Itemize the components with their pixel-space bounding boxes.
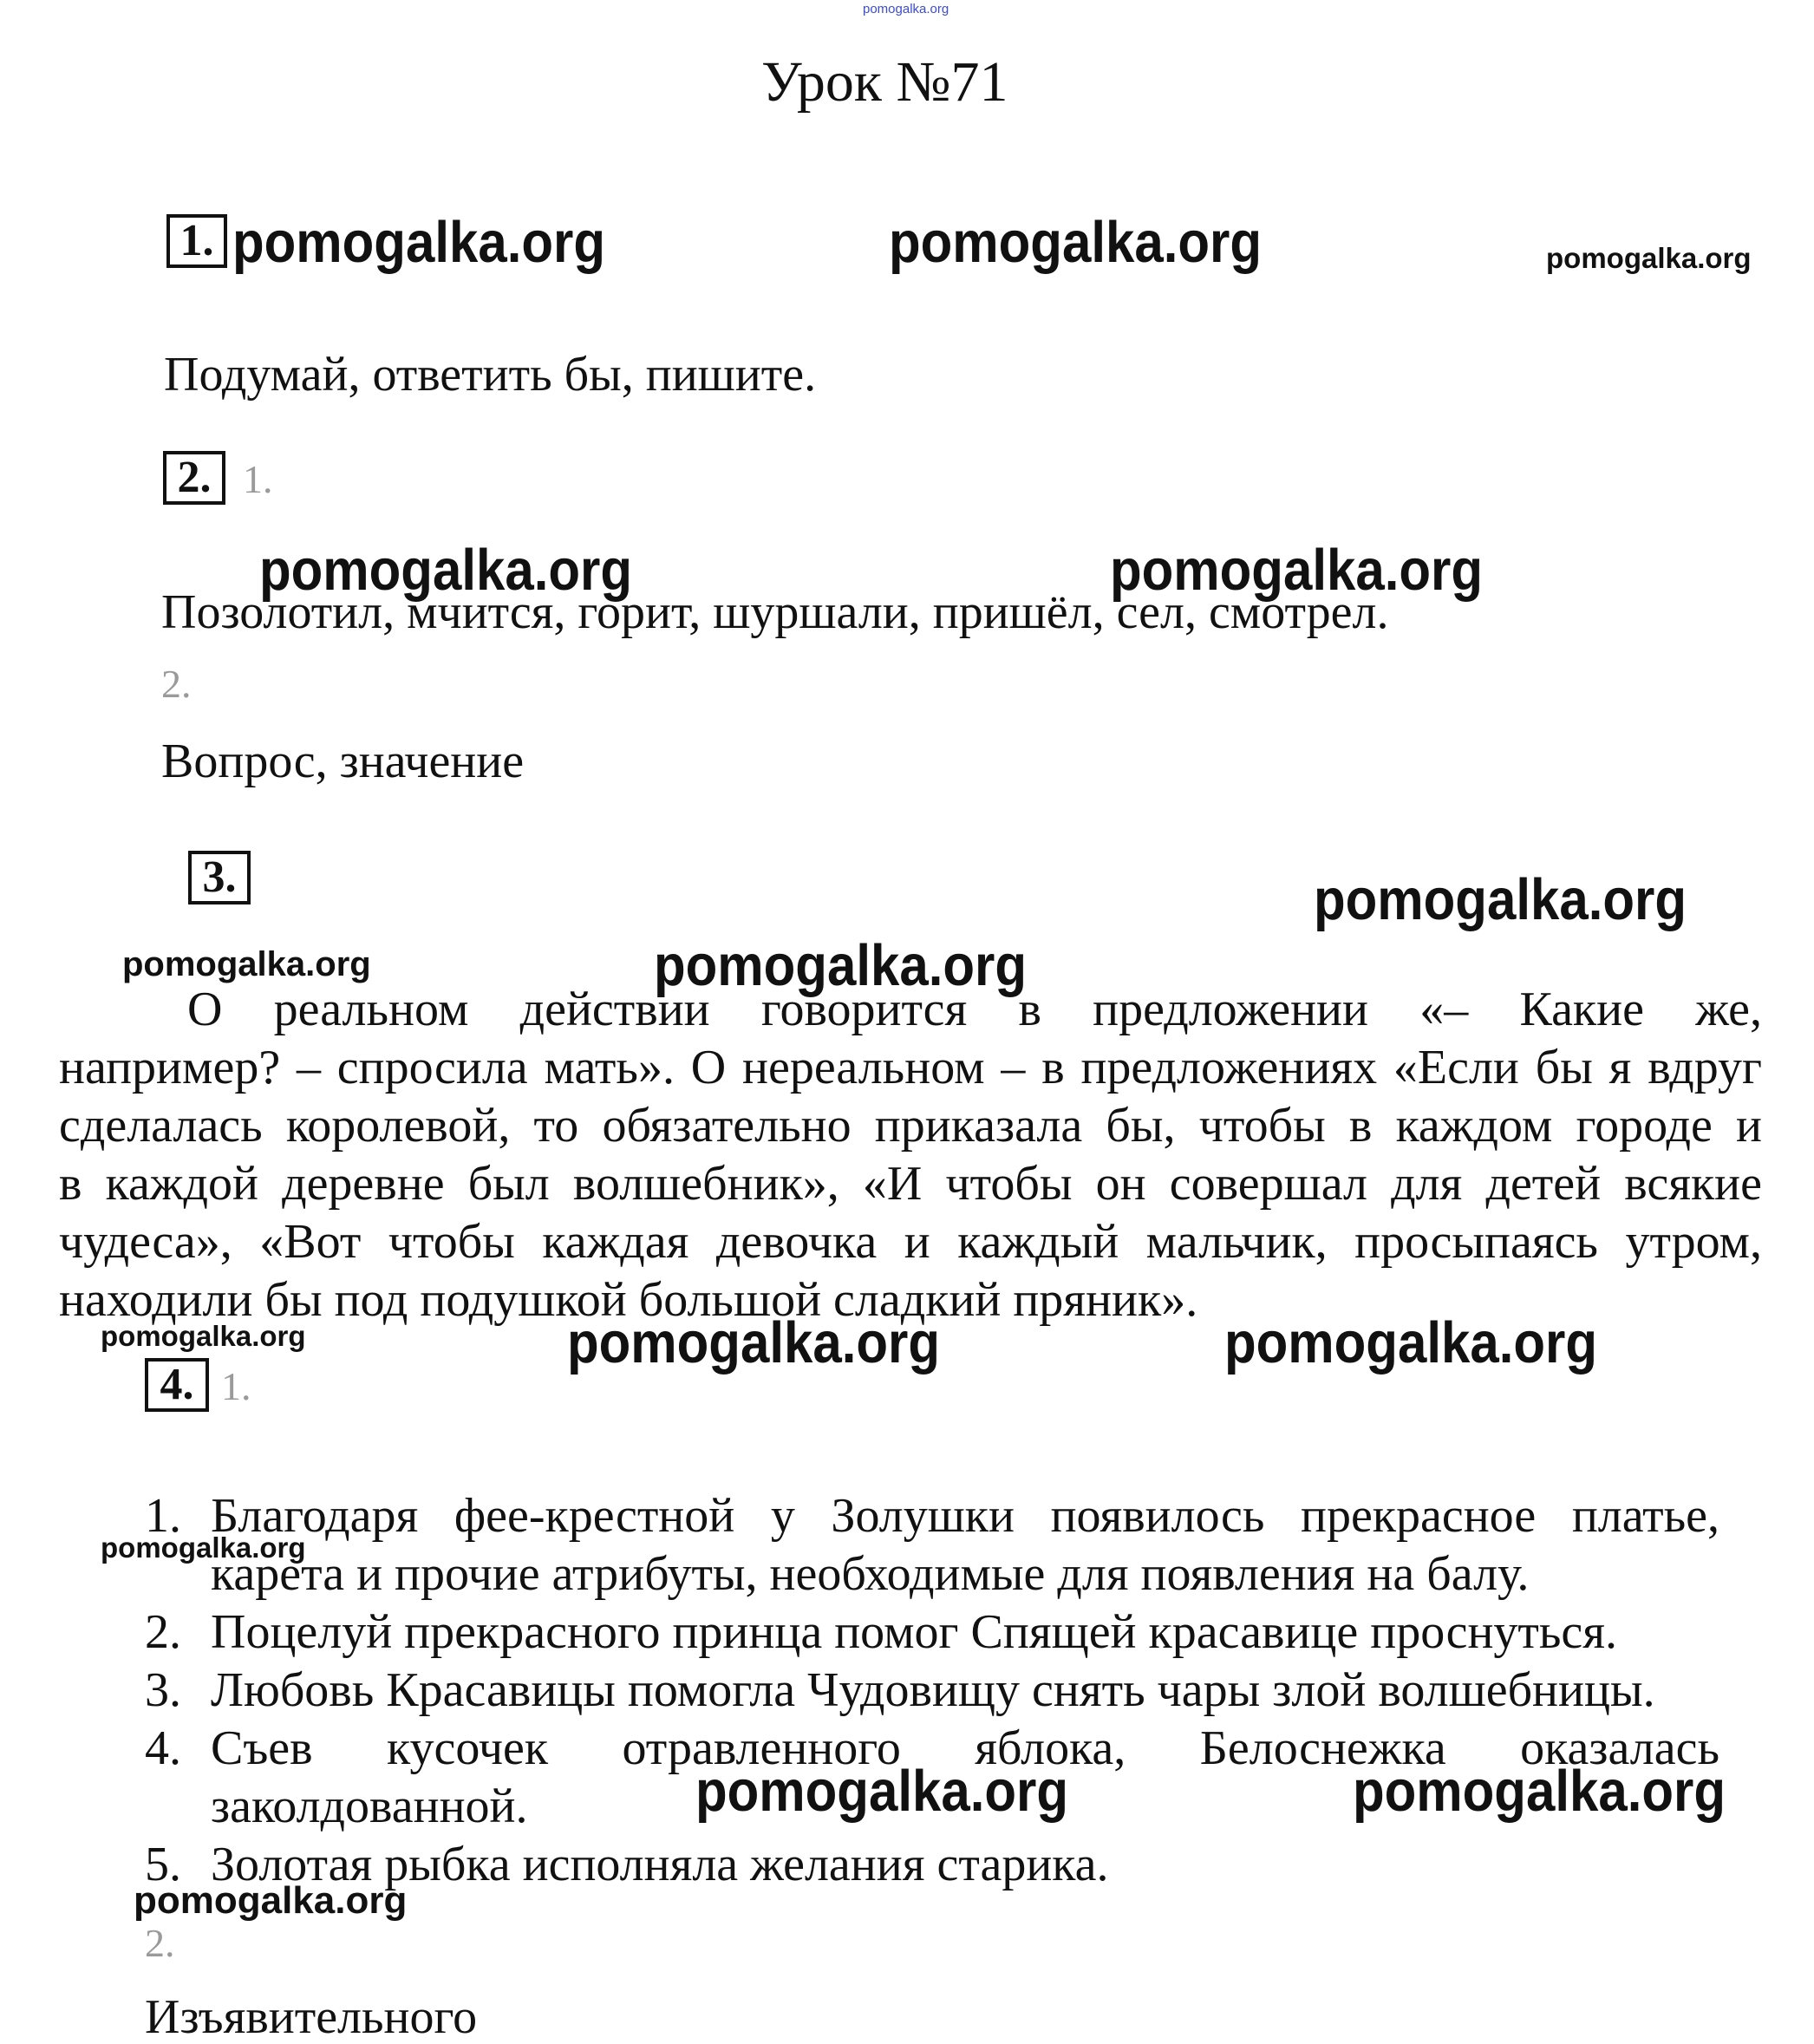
list-item-text: Любовь Красавицы помогла Чудовищу снять чары злой волшебницы. <box>211 1663 1655 1717</box>
list-item-number: 5. <box>145 1838 181 1891</box>
list-item-text: Съев кусочек отравленного яблока, Белоснежка оказалась <box>211 1721 1719 1775</box>
list-item-number: 2. <box>145 1605 181 1659</box>
watermark: pomogalka.org <box>101 1320 306 1352</box>
task-4-sub2-answer: Изъявительного <box>145 1990 478 2044</box>
list-item-text: Благодаря фее-крестной у Золушки появилось прекрасное платье, <box>211 1489 1719 1543</box>
task-3-paragraph-line: находили бы под подушкой большой сладкий пряник». <box>59 1273 1198 1327</box>
list-item-number: 1. <box>145 1489 181 1543</box>
watermark: pomogalka.org <box>232 209 606 275</box>
watermark: pomogalka.org <box>122 945 371 983</box>
list-item-number: 4. <box>145 1721 181 1775</box>
task-4-sub1-label: 1. <box>221 1364 251 1408</box>
task-3-paragraph-line: О реальном действии говорится в предложении «– Какие же, <box>187 983 1762 1036</box>
watermark: pomogalka.org <box>1314 866 1687 932</box>
watermark: pomogalka.org <box>1353 1758 1726 1824</box>
watermark: pomogalka.org <box>1546 242 1752 274</box>
watermark: pomogalka.org <box>259 537 633 603</box>
task-2-sub1-label: 1. <box>243 457 273 501</box>
list-item-text: заколдованной. <box>211 1780 528 1833</box>
task-1-answer: Подумай, ответить бы, пишите. <box>164 348 817 402</box>
watermark: pomogalka.org <box>1110 537 1484 603</box>
task-3-paragraph-line: в каждой деревне был волшебник», «И чтобы он совершал для детей всякие <box>59 1157 1762 1211</box>
list-item-number: 3. <box>145 1663 181 1717</box>
task-2-sub2-label: 2. <box>161 662 192 706</box>
watermark: pomogalka.org <box>654 932 1028 998</box>
task-2-sub2-answer: Вопрос, значение <box>161 735 525 788</box>
watermark: pomogalka.org <box>1224 1309 1598 1375</box>
task-4-sub2-label: 2. <box>145 1921 175 1965</box>
list-item-text: Золотая рыбка исполняла желания старика. <box>211 1838 1109 1891</box>
watermark: pomogalka.org <box>134 1879 408 1922</box>
task-2-sub1-answer: Позолотил, мчится, горит, шуршали, пришёл, сел, смотрел. <box>161 585 1389 639</box>
list-item-text: Поцелуй прекрасного принца помог Спящей красавице проснуться. <box>211 1605 1618 1659</box>
task-4-number: 4. <box>145 1358 209 1412</box>
watermark: pomogalka.org <box>101 1531 306 1564</box>
page-title: Урок №71 <box>761 50 1008 114</box>
watermark: pomogalka.org <box>695 1758 1069 1824</box>
task-3-number: 3. <box>188 851 251 904</box>
list-item-text: карета и прочие атрибуты, необходимые для появления на балу. <box>211 1547 1530 1601</box>
task-2-number: 2. <box>163 451 225 505</box>
task-1-number: 1. <box>166 214 227 268</box>
watermark: pomogalka.org <box>567 1309 941 1375</box>
task-3-paragraph-line: сделалась королевой, то обязательно приказала бы, чтобы в каждом городе и <box>59 1099 1762 1153</box>
task-3-paragraph-line: чудеса», «Вот чтобы каждая девочка и каждый мальчик, просыпаясь утром, <box>59 1215 1762 1269</box>
task-3-paragraph-line: например? – спросила мать». О нереальном – в предложениях «Если бы я вдруг <box>59 1041 1762 1094</box>
watermark: pomogalka.org <box>889 209 1263 275</box>
watermark-top: pomogalka.org <box>863 2 949 16</box>
